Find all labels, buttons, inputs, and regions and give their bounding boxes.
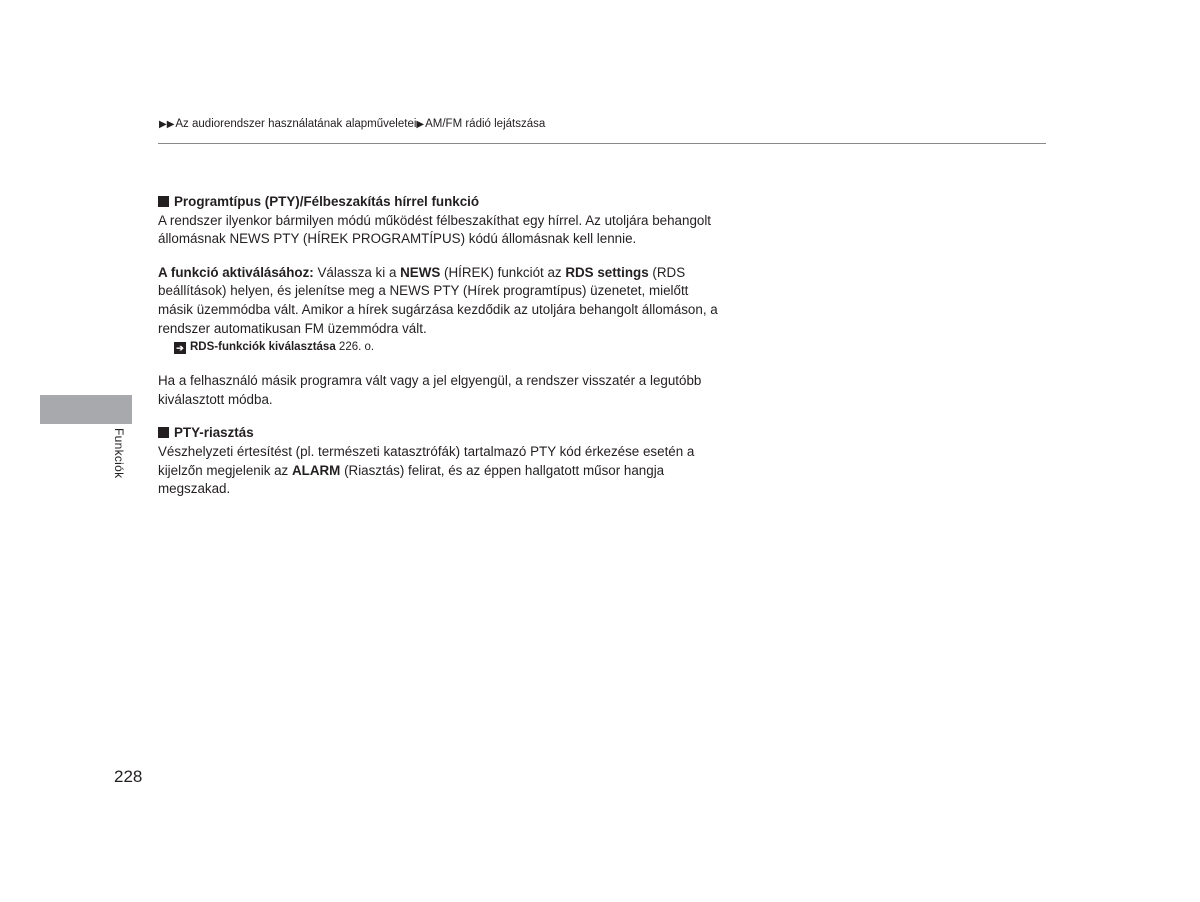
square-bullet-icon [158,196,169,207]
chapter-label: Funkciók [112,428,126,479]
activation-label: A funkció aktiválásához: [158,264,314,280]
alarm-text-2: (Riasztás) felirat, és az éppen hallgatott műsor hangja megszakad. [158,462,665,497]
square-bullet-icon [158,427,169,438]
activation-text-3: (RDS beállítások) helyen, és jelenítse meg a NEWS PTY (Hírek programtípus) üzenetet, mielőtt másik üzemmódba vált. Amikor a hírek sugárzása kezdődik az utoljára behangolt állomáson, a rendszer automatikusan FM üzemmódra vált. [158,264,718,336]
reference-page: 226. o. [335,341,375,354]
activation-paragraph [158,264,718,338]
section-heading-pty [158,193,718,212]
cross-reference[interactable] [174,338,718,356]
main-content [158,193,718,499]
breadcrumb-section: Az audiorendszer használatának alapműveletei [175,118,417,130]
breadcrumb [159,117,545,132]
return-paragraph: Ha a felhasználó másik programra vált vagy a jel elgyengül, a rendszer visszatér a legutóbb kiválasztott módba. [158,373,702,407]
header-divider [158,143,1046,144]
double-arrow-icon: ▶▶ [159,119,175,130]
alarm-text-1: Vészhelyzeti értesítést (pl. természeti katasztrófák) tartalmazó PTY kód érkezése esetén a kijelzőn megjelenik az [158,443,695,478]
arrow-icon: ▶ [416,119,425,130]
pty-intro-paragraph: A rendszer ilyenkor bármilyen módú működést félbeszakíthat egy hírrel. Az utoljára behangolt állomásnak NEWS PTY (HÍREK PROGRAMTÍPUS) kódú állomásnak kell lennie. [158,212,712,247]
reference-link[interactable]: RDS-funkciók kiválasztása [190,341,336,354]
section-heading-alarm [158,424,718,443]
chapter-tab [40,395,132,424]
rds-settings-keyword: RDS settings [565,264,649,280]
reference-arrow-icon: ➔ [174,342,186,354]
activation-text-1: Válassza ki a [313,264,401,280]
pty-heading-text: Programtípus (PTY)/Félbeszakítás hírrel funkció [174,194,480,209]
news-keyword: NEWS [400,264,441,280]
breadcrumb-page: AM/FM rádió lejátszása [425,118,546,130]
page-number: 228 [114,767,143,786]
alarm-paragraph [158,443,718,499]
alarm-heading-text: PTY-riasztás [174,425,254,441]
activation-text-2: (HÍREK) funkciót az [440,264,566,280]
alarm-keyword: ALARM [291,462,341,478]
